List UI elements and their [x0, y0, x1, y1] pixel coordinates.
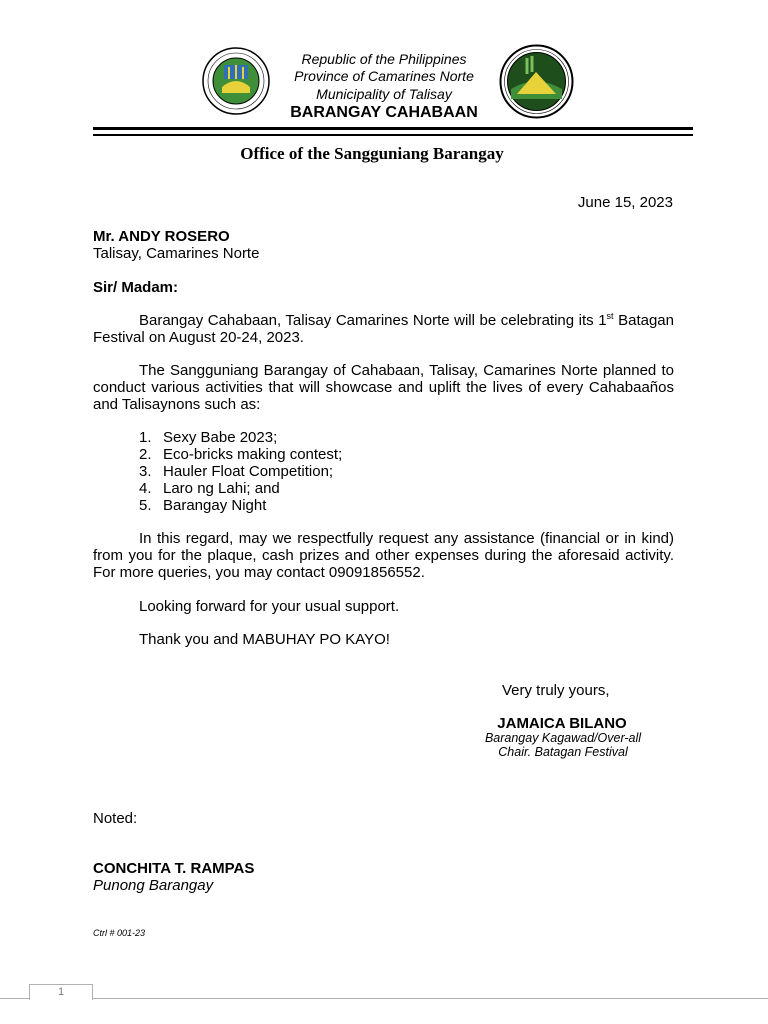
list-item-text: Sexy Babe 2023; — [163, 429, 278, 446]
paragraph-1-text: Barangay Cahabaan, Talisay Camarines Norte will be celebrating its 1 — [139, 312, 607, 329]
letter-date: June 15, 2023 — [577, 194, 673, 211]
paragraph-2 — [93, 362, 674, 413]
list-item-text: Eco-bricks making contest; — [163, 446, 343, 463]
recipient-name: Mr. ANDY ROSERO — [93, 228, 230, 245]
page-number: 1 — [57, 986, 65, 998]
activities-list — [139, 429, 342, 514]
list-item — [139, 446, 342, 463]
list-item-number: 1. — [139, 429, 152, 446]
paragraph-1 — [93, 312, 674, 346]
paragraph-3-text: In this regard, may we respectfully request any assistance (financial or in kind) from you for the plaque, cash prizes and other expenses during the aforesaid activity. For more queries, you may contact 09091856552. — [93, 530, 674, 581]
noted-title: Punong Barangay — [93, 877, 214, 894]
list-item-text: Barangay Night — [163, 497, 267, 514]
header-republic: Republic of the Philippines — [301, 51, 467, 67]
footer-rule — [0, 998, 768, 999]
list-item — [139, 497, 342, 514]
list-item-number: 4. — [139, 480, 152, 497]
closing-text: Very truly yours, — [502, 682, 610, 699]
header-barangay: BARANGAY CAHABAAN — [290, 104, 478, 121]
office-title: Office of the Sangguniang Barangay — [240, 144, 504, 163]
header-rule-thin — [93, 134, 693, 136]
header-rule-thick — [93, 127, 693, 130]
signer-title-line-2: Chair. Batagan Festival — [498, 745, 628, 759]
ordinal-suffix: st — [606, 311, 614, 321]
list-item-number: 5. — [139, 497, 152, 514]
paragraph-2-text: The Sangguniang Barangay of Cahabaan, Talisay, Camarines Norte planned to conduct various activities that will showcase and uplift the lives of every Cahabaaños and Talisaynons such as: — [93, 362, 674, 413]
list-item-number: 3. — [139, 463, 152, 480]
list-item — [139, 463, 342, 480]
signer-name: JAMAICA BILANO — [497, 715, 627, 732]
header-municipality: Municipality of Talisay — [316, 86, 452, 102]
noted-name: CONCHITA T. RAMPAS — [93, 860, 255, 877]
recipient-address: Talisay, Camarines Norte — [93, 245, 260, 262]
list-item — [139, 429, 342, 446]
noted-label: Noted: — [93, 810, 138, 827]
list-item — [139, 480, 342, 497]
salutation: Sir/ Madam: — [93, 279, 179, 296]
list-item-number: 2. — [139, 446, 152, 463]
paragraph-4: Looking forward for your usual support. — [139, 598, 400, 615]
list-item-text: Laro ng Lahi; and — [163, 480, 280, 497]
paragraph-3 — [93, 530, 674, 581]
paragraph-5: Thank you and MABUHAY PO KAYO! — [139, 631, 390, 648]
control-number: Ctrl # 001-23 — [93, 928, 146, 938]
header-province: Province of Camarines Norte — [294, 68, 474, 84]
signer-title-line-1: Barangay Kagawad/Over-all — [484, 731, 642, 745]
paragraph-1-text-continued: Batagan Festival on August 20-24, 2023. — [93, 312, 674, 346]
list-item-text: Hauler Float Competition; — [163, 463, 334, 480]
